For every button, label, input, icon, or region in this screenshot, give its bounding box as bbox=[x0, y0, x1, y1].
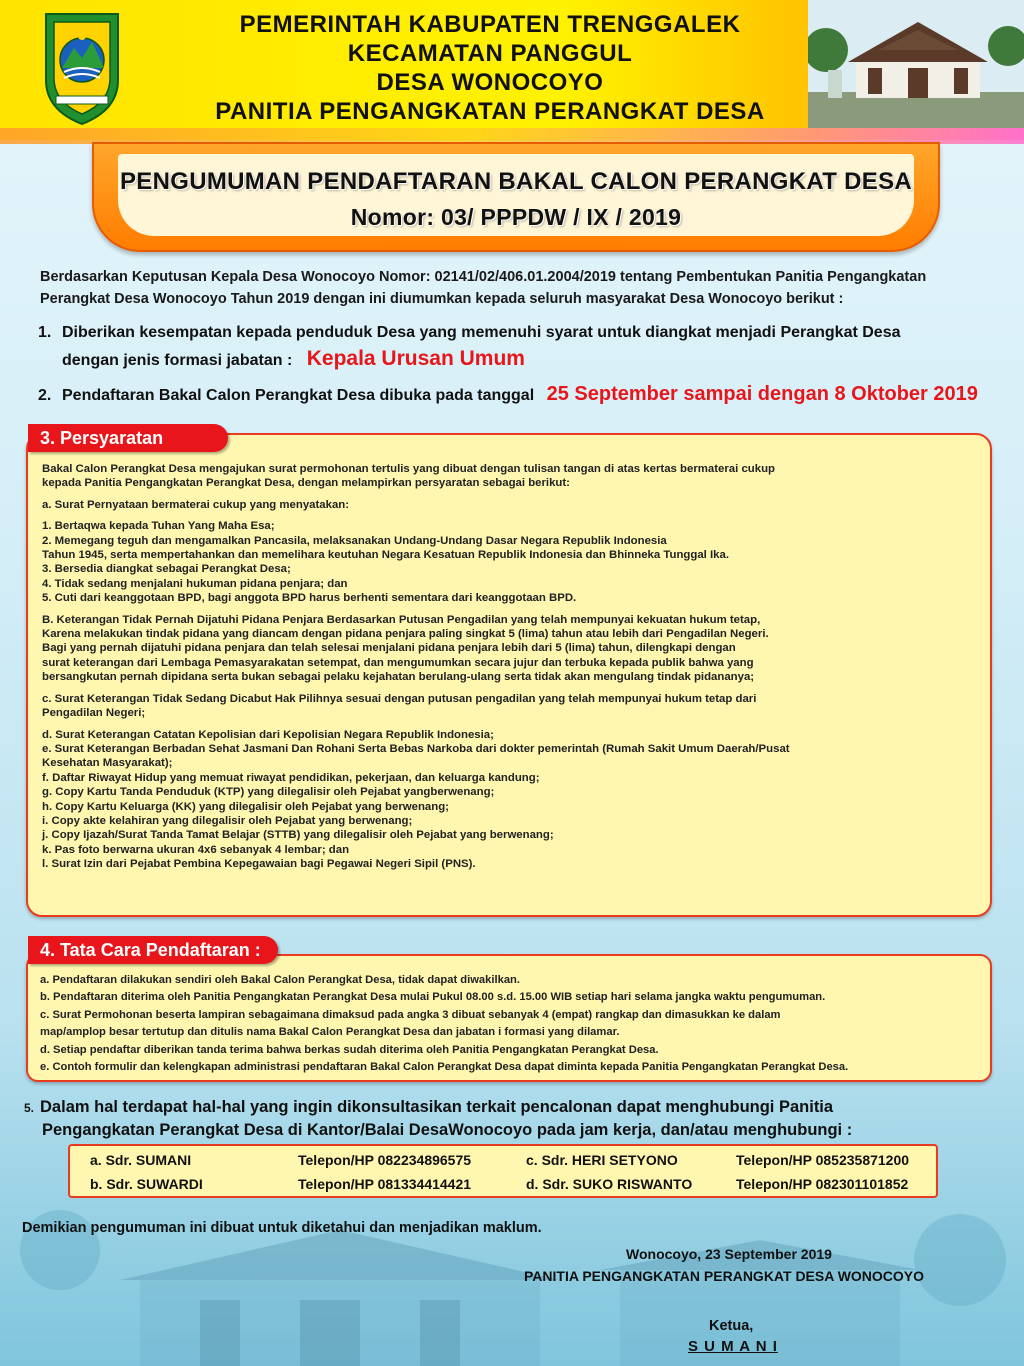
regency-emblem-icon bbox=[40, 6, 124, 128]
signatory-name: S U M A N I bbox=[688, 1338, 778, 1355]
header-line-district: KECAMATAN PANGGUL bbox=[347, 40, 633, 67]
intro-paragraph bbox=[40, 266, 1000, 310]
contact-name: b. Sdr. SUWARDI bbox=[90, 1176, 203, 1192]
requirement-line bbox=[42, 721, 987, 728]
requirement-line: 1. Bertaqwa kepada Tuhan Yang Maha Esa; bbox=[42, 520, 275, 533]
requirement-line: 3. Bersedia diangkat sebagai Perangkat Desa; bbox=[42, 563, 291, 576]
requirement-line: l. Surat Izin dari Pejabat Pembina Kepegawaian bagi Pegawai Negeri Sipil (PNS). bbox=[42, 858, 476, 871]
requirement-line: j. Copy Ijazah/Surat Tanda Tamat Belajar (STTB) yang dilegalisir oleh Pejabat yang berwenang; bbox=[42, 829, 554, 842]
point-1-line1: Diberikan kesempatan kepada penduduk Desa yang memenuhi syarat untuk diangkat menjadi Perangkat Desa bbox=[62, 324, 901, 341]
requirement-line: i. Copy akte kelahiran yang dilegalisir oleh Pejabat yang berwenang; bbox=[42, 814, 413, 827]
requirement-line: c. Surat Keterangan Tidak Sedang Dicabut Hak Pilihnya sesuai dengan putusan pengadilan yang telah mempunyai hukum tetap dari bbox=[42, 692, 757, 705]
requirement-line bbox=[42, 491, 987, 498]
procedure-line: c. Surat Permohonan beserta lampiran sebagaimana dimaksud pada angka 3 dibuat sebanyak 4 (empat) rangkap dan dimasukkan ke dalam bbox=[40, 1008, 781, 1021]
requirements-list bbox=[42, 462, 987, 872]
header-line-regency: PEMERINTAH KABUPATEN TRENGGALEK bbox=[239, 11, 741, 38]
requirement-line: k. Pas foto berwarna ukuran 4x6 sebanyak 4 lembar; dan bbox=[42, 843, 350, 856]
requirement-line: Bagi yang pernah dijatuhi pidana penjara dan telah selesai menjalani pidana penjara lebih dari 5 (lima) tahun, dilengkapi dengan bbox=[42, 642, 736, 655]
requirement-line: 4. Tidak sedang menjalani hukuman pidana penjara; dan bbox=[42, 577, 348, 590]
procedure-line: e. Contoh formulir dan kelengkapan administrasi pendaftaran Bakal Calon Perangkat Desa dapat diminta kepada Panitia Pengangkatan Perangkat Desa. bbox=[40, 1061, 849, 1074]
contact-name: c. Sdr. HERI SETYONO bbox=[526, 1152, 678, 1168]
requirement-line: g. Copy Kartu Tanda Penduduk (KTP) yang dilegalisir oleh Pejabat yangberwenang; bbox=[42, 786, 495, 799]
contact-phone: Telepon/HP 081334414421 bbox=[298, 1176, 472, 1192]
contact-phone: Telepon/HP 082301101852 bbox=[736, 1176, 909, 1192]
signing-committee: PANITIA PENGANGKATAN PERANGKAT DESA WONOCOYO bbox=[524, 1268, 925, 1284]
requirement-line bbox=[42, 512, 987, 519]
contact-name: a. Sdr. SUMANI bbox=[90, 1152, 192, 1168]
requirement-line: Bakal Calon Perangkat Desa mengajukan surat permohonan tertulis yang dibuat dengan tulisan tangan di atas kertas bermaterai cukup bbox=[42, 463, 775, 475]
announcement-title-box bbox=[92, 142, 940, 252]
procedure-line: a. Pendaftaran dilakukan sendiri oleh Bakal Calon Perangkat Desa, tidak dapat diwakilkan. bbox=[40, 974, 520, 986]
requirement-line: 2. Memegang teguh dan mengamalkan Pancasila, melaksanakan Undang-Undang Dasar Negara Republik Indonesia bbox=[42, 534, 667, 547]
contact-name: d. Sdr. SUKO RISWANTO bbox=[526, 1176, 693, 1192]
point-1-line2: dengan jenis formasi jabatan : bbox=[62, 352, 293, 369]
announcement-title-inner bbox=[118, 154, 914, 236]
requirement-line: Tahun 1945, serta mempertahankan dan memelihara keutuhan Negara Kesatuan Republik Indonesia dan Bhinneka Tunggal Ika. bbox=[42, 549, 730, 562]
point-2-dates: 25 September sampai dengan 8 Oktober 2019 bbox=[546, 383, 978, 405]
point-2-text: Pendaftaran Bakal Calon Perangkat Desa dibuka pada tanggal bbox=[62, 387, 535, 404]
requirement-line bbox=[42, 685, 987, 692]
point-1 bbox=[38, 320, 998, 374]
point-5 bbox=[24, 1096, 984, 1141]
village-hall-photo-icon bbox=[808, 0, 1024, 128]
closing-statement: Demikian pengumuman ini dibuat untuk diketahui dan menjadikan maklum. bbox=[22, 1220, 542, 1236]
requirement-line: kepada Panitia Pengangkatan Perangkat Desa, dengan melampirkan persyaratan sebagai berikut: bbox=[42, 477, 570, 490]
header-line-committee: PANITIA PENGANGKATAN PERANGKAT DESA bbox=[215, 98, 765, 125]
procedure-line: d. Setiap pendaftar diberikan tanda terima bahwa berkas sudah diterima oleh Panitia Pengangkatan Perangkat Desa. bbox=[40, 1043, 659, 1056]
point-5-number: 5. bbox=[24, 1101, 35, 1115]
requirement-line: Kesehatan Masyarakat); bbox=[42, 757, 173, 770]
intro-line: Perangkat Desa Wonocoyo Tahun 2019 dengan ini diumumkan kepada seluruh masyarakat Desa Wonocoyo berikut : bbox=[40, 291, 844, 307]
contact-phone: Telepon/HP 085235871200 bbox=[736, 1152, 910, 1168]
requirement-line: Pengadilan Negeri; bbox=[42, 707, 146, 720]
point-1-position: Kepala Urusan Umum bbox=[306, 347, 525, 370]
place-date: Wonocoyo, 23 September 2019 bbox=[626, 1246, 832, 1262]
requirement-line: h. Copy Kartu Keluarga (KK) yang dilegalisir oleh Pejabat yang berwenang; bbox=[42, 800, 449, 813]
announcement-title: PENGUMUMAN PENDAFTARAN BAKAL CALON PERANGKAT DESA bbox=[119, 168, 913, 195]
point-2 bbox=[38, 380, 998, 410]
contact-phone: Telepon/HP 082234896575 bbox=[298, 1152, 472, 1168]
requirement-line: B. Keterangan Tidak Pernah Dijatuhi Pidana Penjara Berdasarkan Putusan Pengadilan yang telah mempunyai kekuatan hukum tetap, bbox=[42, 613, 761, 626]
requirements-tab: 3. Persyaratan bbox=[28, 424, 228, 452]
procedure-tab: 4. Tata Cara Pendaftaran : bbox=[28, 936, 278, 964]
requirement-line: Karena melakukan tindak pidana yang diancam dengan pidana penjara paling singkat 5 (lima) tahun atau lebih dari Pengadilan Negeri. bbox=[42, 628, 769, 641]
requirement-line bbox=[42, 606, 987, 613]
point-5-line2: Pengangkatan Perangkat Desa di Kantor/Balai DesaWonocoyo pada jam kerja, dan/atau menghubungi : bbox=[42, 1121, 853, 1139]
announcement-number: Nomor: 03/ PPPDW / IX / 2019 bbox=[350, 204, 682, 230]
point-2-number: 2. bbox=[38, 387, 52, 404]
procedure-line: map/amplop besar tertutup dan ditulis nama Bakal Calon Perangkat Desa dan jabatan i formasi yang dilamar. bbox=[40, 1026, 620, 1039]
requirement-line: d. Surat Keterangan Catatan Kepolisian dari Kepolisian Negara Republik Indonesia; bbox=[42, 728, 494, 741]
contact-box bbox=[68, 1144, 938, 1198]
header-line-village: DESA WONOCOYO bbox=[376, 69, 604, 96]
requirement-line: e. Surat Keterangan Berbadan Sehat Jasmani Dan Rohani Serta Bebas Narkoba dari dokter pemerintah (Rumah Sakit Umum Daerah/Pusat bbox=[42, 742, 790, 755]
requirement-line: surat keterangan dari Lembaga Pemasyarakatan setempat, dan mengumumkan secara jujur dan terbuka kepada publik bahwa yang bbox=[42, 656, 754, 669]
intro-line: Berdasarkan Keputusan Kepala Desa Wonocoyo Nomor: 02141/02/406.01.2004/2019 tentang Pembentukan Panitia Pengangkatan bbox=[40, 269, 927, 285]
requirement-line: bersangkutan pernah dipidana serta bukan sebagai pelaku kejahatan berulang-ulang serta tidak akan mengulang tindak pidananya; bbox=[42, 671, 755, 684]
requirement-line: 5. Cuti dari keanggotaan BPD, bagi anggota BPD harus berhenti sementara dari keanggotaan BPD. bbox=[42, 592, 577, 605]
signatory-role: Ketua, bbox=[709, 1318, 754, 1334]
procedure-line: b. Pendaftaran diterima oleh Panitia Pengangkatan Perangkat Desa mulai Pukul 08.00 s.d. 15.00 WIB setiap hari selama jangka waktu pengumuman. bbox=[40, 991, 826, 1004]
requirement-line: a. Surat Pernyataan bermaterai cukup yang menyatakan: bbox=[42, 498, 350, 511]
point-1-number: 1. bbox=[38, 324, 52, 341]
procedure-list bbox=[40, 972, 995, 1076]
point-5-line1: Dalam hal terdapat hal-hal yang ingin dikonsultasikan terkait pencalonan dapat menghubungi Panitia bbox=[40, 1098, 834, 1116]
requirement-line: f. Daftar Riwayat Hidup yang memuat riwayat pendidikan, pekerjaan, dan keluarga kandung; bbox=[42, 771, 540, 784]
header-title-block bbox=[150, 10, 830, 126]
